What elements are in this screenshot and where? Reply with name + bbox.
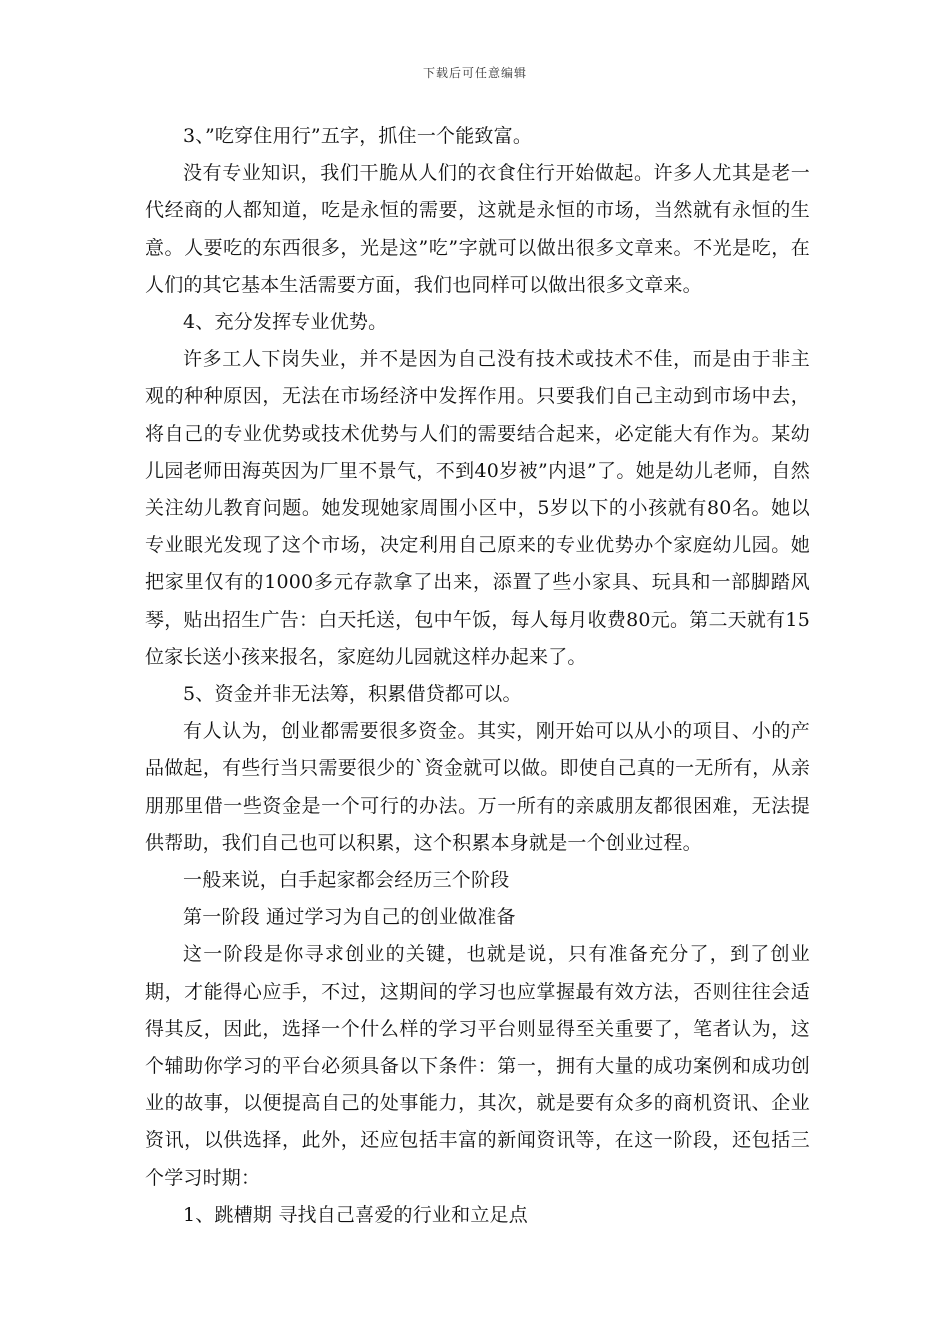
paragraph-three-stages-intro: 一般来说，白手起家都会经历三个阶段 xyxy=(183,869,510,892)
list-item-job-hopping-period: 1、跳槽期 寻找自己喜爱的行业和立足点 xyxy=(183,1203,528,1226)
paragraph-professional-advantage: 许多工人下岗失业，并不是因为自己没有技术或技术不佳，而是由于非主观的种种原因，无法在市场经济中发挥作用。只要我们自己主动到市场中去，将自己的专业优势或技术优势与人们的需要结合起来，必定能大有作为。某幼儿园老师田海英因为厂里不景气，不到40岁被”内退”了。她是幼儿老师，自然关注幼儿教育问题。她发现她家周围小区中，5岁以下的小孩就有80名。她以专业眼光发现了这个市场，决定利用自己原来的专业优势办个家庭幼儿园。她把家里仅有的1000多元存款拿了出来，添置了些小家具、玩具和一部脚踏风琴，贴出招生广告：白天托送，包中午饭，每人每月收费80元。第二天就有15位家长送小孩来报名，家庭幼儿园就这样办起来了。 xyxy=(145,348,810,668)
section-heading-4: 4、充分发挥专业优势。 xyxy=(183,311,388,334)
section-heading-3: 3、”吃穿住用行”五字，抓住一个能致富。 xyxy=(183,125,533,147)
paragraph-stage-one: 这一阶段是你寻求创业的关键，也就是说，只有准备充分了，到了创业期，才能得心应手，不过，这期间的学习也应掌握最有效方法，否则往往会适得其反，因此，选择一个什么样的学习平台则显得至关重要了，笔者认为，这个辅助你学习的平台必须具备以下条件：第一，拥有大量的成功案例和成功创业的故事，以便提高自己的处事能力，其次，就是要有众多的商机资讯、企业资讯，以供选择，此外，还应包括丰富的新闻资讯等，在这一阶段，还包括三个学习时期： xyxy=(145,943,810,1189)
document-body xyxy=(145,118,810,1234)
section-heading-5: 5、资金并非无法筹，积累借贷都可以。 xyxy=(183,683,522,706)
page-header: 下载后可任意编辑 xyxy=(422,66,527,80)
paragraph-funding: 有人认为，创业都需要很多资金。其实，刚开始可以从小的项目、小的产品做起，有些行当只需要很少的`资金就可以做。即使自己真的一无所有，从亲朋那里借一些资金是一个可行的办法。万一所有的亲戚朋友都很困难，无法提供帮助，我们自己也可以积累，这个积累本身就是一个创业过程。 xyxy=(145,720,810,854)
stage-one-heading: 第一阶段 通过学习为自己的创业做准备 xyxy=(183,906,516,929)
paragraph-basic-needs: 没有专业知识，我们干脆从人们的衣食住行开始做起。许多人尤其是老一代经商的人都知道，吃是永恒的需要，这就是永恒的市场，当然就有永恒的生意。人要吃的东西很多，光是这”吃”字就可以做出很多文章来。不光是吃，在人们的其它基本生活需要方面，我们也同样可以做出很多文章来。 xyxy=(145,162,810,296)
